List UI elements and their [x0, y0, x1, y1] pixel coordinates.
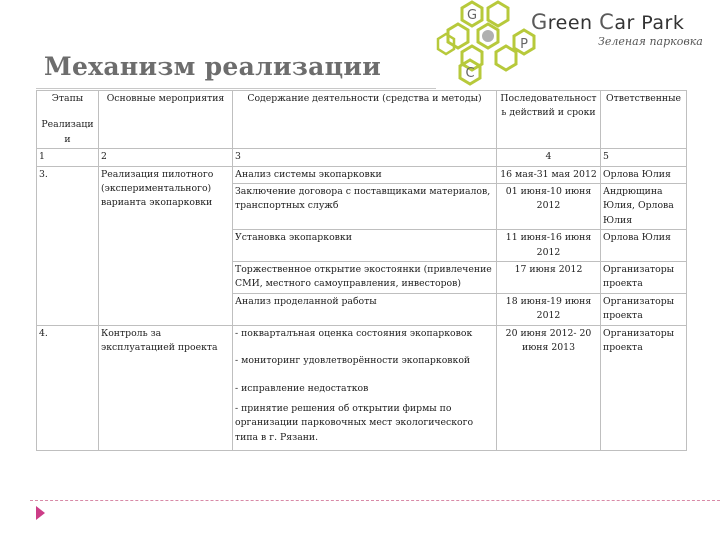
dates-cell: 16 мая-31 мая 2012	[497, 166, 601, 183]
hex-letter-g: G	[466, 8, 478, 23]
dates-cell: 17 июня 2012	[497, 262, 601, 294]
content-cell: Анализ проделанной работы	[233, 293, 497, 325]
header-sequence: Последовательность действий и сроки	[497, 91, 601, 149]
dates-cell: 20 июня 2012- 20 июня 2013	[497, 325, 601, 450]
col-number: 4	[497, 149, 601, 166]
stage-activity: Контроль за эксплуатацией проекта	[99, 325, 233, 450]
header-activities: Основные мероприятия	[99, 91, 233, 149]
list-item: - исправление недостатков	[235, 382, 369, 394]
content-cell: Анализ системы экопарковки	[233, 166, 497, 183]
dates-cell: 18 июня-19 июня 2012	[497, 293, 601, 325]
hex-mid-right	[496, 46, 516, 70]
list-item: - покварталъная оценка состояния экопарковок	[235, 327, 473, 339]
implementation-table	[36, 90, 687, 451]
header-responsible: Ответственные	[601, 91, 687, 149]
responsible-cell: Организаторы проекта	[601, 293, 687, 325]
list-item: - мониторинг удовлетворённости экопарковкой	[235, 355, 471, 367]
hex-letter-p: P	[520, 37, 528, 52]
header-content: Содержание деятельности (средства и методы)	[233, 91, 497, 149]
responsible-cell: Организаторы проекта	[601, 262, 687, 294]
brand-subtitle: Зеленая парковка	[598, 35, 703, 48]
header-stage: Этапы Реализации	[37, 91, 99, 149]
responsible-cell: Орлова Юлия	[601, 166, 687, 183]
content-cell: Торжественное открытие экостоянки (привлечение СМИ, местного самоуправления, инвесторов)	[233, 262, 497, 294]
content-cell: Заключение договора с поставщиками материалов, транспортных служб	[233, 184, 497, 230]
brand-name: Green Car Park	[531, 10, 685, 34]
table-row	[37, 166, 687, 183]
dates-cell: 11 июня-16 июня 2012	[497, 230, 601, 262]
hex-letter-c: C	[465, 66, 475, 81]
stage-number: 4.	[37, 325, 99, 450]
stage-number: 3.	[37, 166, 99, 325]
list-item: - принятие решения об открытии фирмы по организации парковочных мест экологического типа в г. Рязани.	[235, 402, 474, 443]
hex-top-right	[488, 2, 508, 26]
play-triangle-icon	[36, 506, 45, 520]
responsible-cell: Андрющина Юлия, Орлова Юлия	[601, 184, 687, 230]
footer-divider	[30, 500, 720, 501]
responsible-cell: Организаторы проекта	[601, 325, 687, 450]
content-cell	[233, 325, 497, 450]
col-number: 2	[99, 149, 233, 166]
table-row	[37, 325, 687, 450]
col-number: 3	[233, 149, 497, 166]
stage-activity: Реализация пилотного (экспериментального) варианта экопарковки	[99, 166, 233, 325]
col-number: 5	[601, 149, 687, 166]
hex-center-dot	[482, 30, 494, 42]
col-number: 1	[37, 149, 99, 166]
responsible-cell: Орлова Юлия	[601, 230, 687, 262]
page-title: Механизм реализации	[44, 52, 382, 81]
column-number-row	[37, 149, 687, 166]
honeycomb-logo-icon	[436, 0, 546, 90]
dates-cell: 01 июня-10 июня 2012	[497, 184, 601, 230]
table-header-row	[37, 91, 687, 149]
content-cell: Установка экопарковки	[233, 230, 497, 262]
title-divider	[36, 88, 436, 89]
